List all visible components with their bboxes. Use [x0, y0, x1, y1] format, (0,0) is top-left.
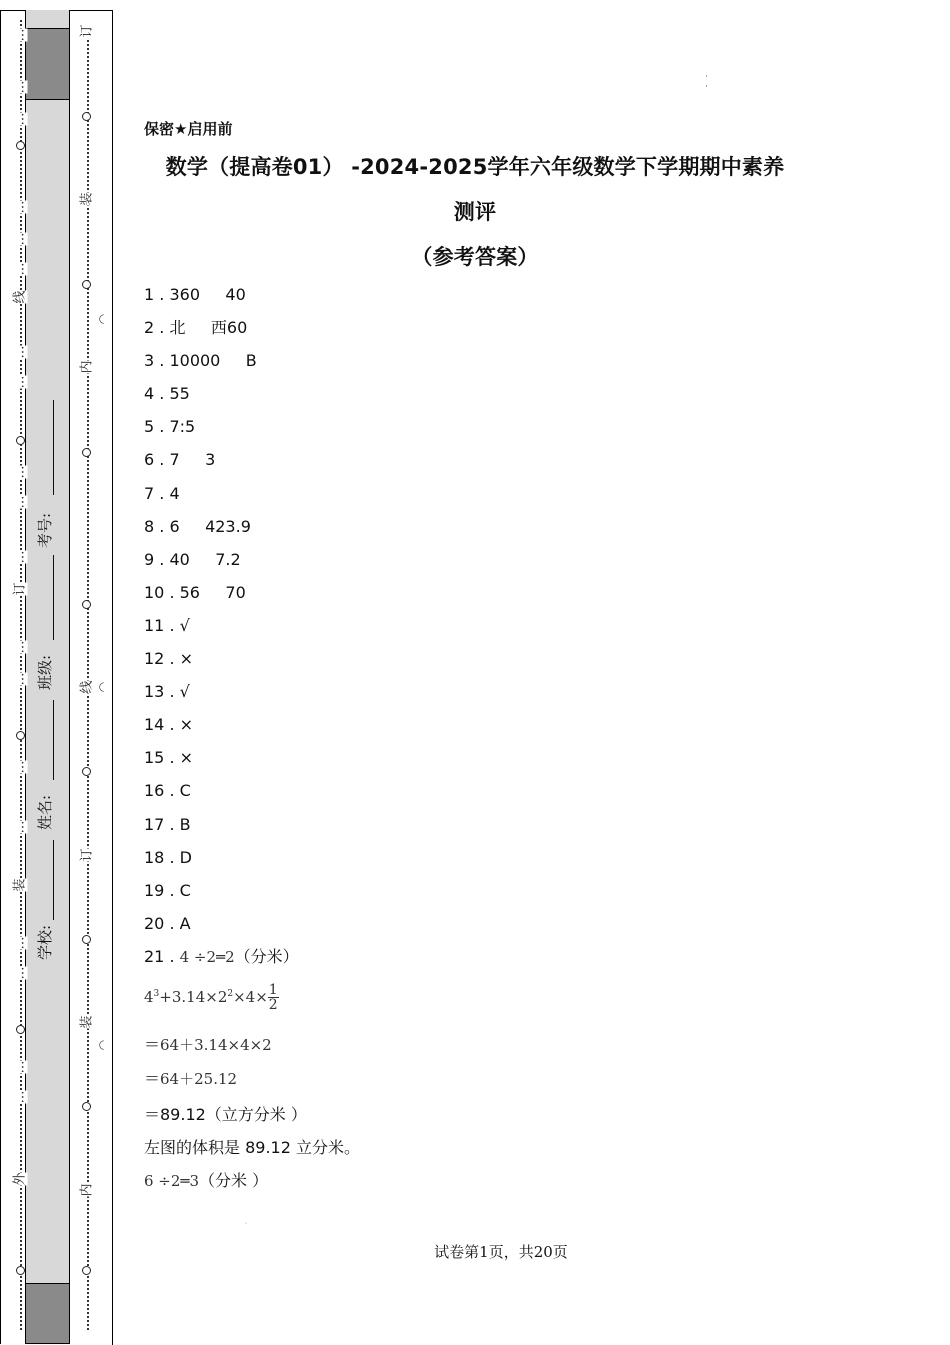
margin-mark: … — [12, 465, 28, 479]
answer-value: B — [179, 814, 191, 834]
answer-item: 15 . × — [144, 748, 194, 768]
q21-step2-unit: （分米 ） — [199, 1171, 269, 1190]
answer-value: × — [179, 715, 194, 735]
punch-circle — [82, 767, 91, 776]
punch-circle — [82, 280, 91, 289]
fraction-numerator: 1 — [268, 982, 278, 998]
answer-item: 20 . A — [144, 913, 191, 933]
margin-mark-line: 线 — [79, 680, 95, 694]
exam-no-label: 考号: — [36, 512, 54, 548]
margin-mark-inner: 内 — [79, 1183, 95, 1197]
margin-mark: … — [12, 1090, 28, 1104]
paper-subtitle: （参考答案） — [411, 245, 539, 269]
q21-conclusion: 左图的体积是 89.12 立分米。 — [144, 1138, 360, 1157]
school-label: 学校: — [36, 924, 54, 960]
answer-value: 7:5 — [169, 417, 196, 437]
margin-fragment: ◠ — [96, 1039, 111, 1051]
margin-mark-order: 订 — [79, 848, 95, 862]
answer-value: C — [179, 880, 191, 900]
answer-list — [144, 284, 257, 946]
answer-number: 11 — [144, 615, 165, 635]
answer-value: D — [179, 847, 192, 867]
margin-mark-inner: 内 — [79, 360, 95, 374]
answer-item: 7 . 4 — [144, 483, 180, 503]
punch-circle — [16, 1266, 25, 1275]
q21-volume-expr — [144, 983, 279, 1012]
answer-number: 4 — [144, 384, 155, 404]
answer-number: 20 — [144, 913, 165, 933]
margin-mark: … — [12, 936, 28, 950]
margin-mark: … — [12, 262, 28, 276]
confidential-label: 保密★启用前 — [144, 120, 233, 138]
answer-value: √ — [179, 682, 190, 702]
punch-circle — [82, 1266, 91, 1275]
answer-number: 17 — [144, 814, 165, 834]
answer-number: 5 — [144, 417, 155, 437]
answer-item: 5 . 7:5 — [144, 417, 196, 437]
name-label: 姓名: — [36, 794, 54, 830]
stray-dot-mark: ˙ ˙ — [704, 75, 709, 96]
margin-mark-bind: 装 — [79, 192, 95, 206]
punch-circle — [82, 935, 91, 944]
answer-number: 19 — [144, 880, 165, 900]
equals-sign: ＝ — [144, 1069, 161, 1088]
punch-circle — [82, 448, 91, 457]
punch-circle — [82, 600, 91, 609]
margin-mark: … — [12, 28, 28, 42]
class-line — [53, 555, 54, 640]
answer-value: 4 — [169, 483, 180, 503]
answer-value: 北 西60 — [169, 318, 248, 338]
answer-number: 12 — [144, 649, 165, 669]
page-footer: 试卷第1页，共20页 — [434, 1243, 568, 1261]
answer-number: 8 — [144, 516, 155, 536]
margin-mark: … — [12, 112, 28, 126]
answer-item: 10 . 56 70 — [144, 582, 246, 602]
school-line — [53, 840, 54, 920]
margin-mark-bind: 装 — [79, 1015, 95, 1029]
fraction-denominator: 2 — [268, 997, 278, 1013]
answer-item: 6 . 7 3 — [144, 450, 216, 470]
answer-value: A — [179, 913, 191, 933]
margin-mark-outer: 外 — [12, 1172, 28, 1186]
q21-line4: ＝89.12（立方分米 ） — [144, 1105, 307, 1124]
margin-mark: … — [12, 760, 28, 774]
answer-number: 1 — [144, 285, 155, 304]
answer-value: 40 7.2 — [169, 549, 241, 569]
paper-title-line2: 测评 — [453, 200, 497, 224]
margin-mark: … — [12, 495, 28, 509]
margin-mark-order: 订 — [12, 582, 28, 596]
margin-mark: … — [12, 80, 28, 94]
q21-line2 — [144, 1034, 272, 1056]
answer-number: 3 — [144, 351, 155, 371]
answer-number: 13 — [144, 682, 165, 702]
answer-number: 7 — [144, 483, 155, 503]
equals-sign: ＝ — [144, 1035, 161, 1054]
paper-title-line1: 数学（提高卷01） -2024-2025学年六年级数学下学期期中素养 — [165, 155, 785, 179]
answer-value: × — [179, 748, 194, 768]
margin-dark-block-top — [25, 28, 70, 100]
margin-dark-block-bottom — [25, 1283, 70, 1344]
fraction — [268, 983, 279, 1012]
answer-item: 1 . 360 40 — [144, 285, 246, 304]
margin-mark: … — [12, 345, 28, 359]
answer-item: 4 . 55 — [144, 384, 190, 404]
answer-number: 2 — [144, 318, 155, 338]
q21-step1-unit: （分米） — [234, 947, 299, 966]
q21-step2-expr: 6 ÷2═3 — [144, 1172, 199, 1190]
q21-step1-expr: 4 ÷2═2 — [179, 948, 235, 966]
margin-mark-bind: 装 — [12, 878, 28, 892]
margin-mark: … — [12, 550, 28, 564]
expr-exponent: 3 — [153, 989, 160, 999]
margin-mark: … — [12, 640, 28, 654]
q21-number: 21 — [144, 947, 165, 966]
answer-value: 56 70 — [179, 582, 246, 602]
answer-value: 7 3 — [169, 450, 216, 470]
punch-circle — [16, 1025, 25, 1034]
answer-item: 19 . C — [144, 880, 191, 900]
answer-number: 15 — [144, 748, 165, 768]
margin-mark: … — [12, 820, 28, 834]
answer-item: 9 . 40 7.2 — [144, 549, 241, 569]
answer-value: C — [179, 781, 191, 801]
punch-circle — [82, 112, 91, 121]
answer-value: 6 423.9 — [169, 516, 251, 536]
punch-circle — [82, 1102, 91, 1111]
stray-mark: ˙ — [244, 1222, 248, 1231]
q21-line3 — [144, 1068, 237, 1090]
margin-mark: … — [12, 966, 28, 980]
margin-mark: … — [12, 375, 28, 389]
answer-item: 13 . √ — [144, 682, 190, 702]
punch-circle — [16, 141, 25, 150]
answer-item: 8 . 6 423.9 — [144, 516, 251, 536]
expr-term: ×4× — [233, 988, 268, 1006]
answer-item: 11 . √ — [144, 615, 190, 635]
answer-number: 10 — [144, 582, 165, 602]
answer-number: 9 — [144, 549, 155, 569]
q21-step1: 21 . 4 ÷2═2（分米） — [144, 947, 299, 966]
class-label: 班级: — [36, 654, 54, 690]
answer-item: 2 . 北 西60 — [144, 318, 248, 338]
answer-item: 12 . × — [144, 649, 194, 669]
answer-number: 16 — [144, 781, 165, 801]
answer-item: 18 . D — [144, 847, 192, 867]
name-line — [53, 700, 54, 780]
exam-no-line — [53, 400, 54, 495]
answer-value: √ — [179, 615, 190, 635]
answer-value: × — [179, 649, 194, 669]
answer-value: 55 — [169, 384, 190, 404]
punch-circle — [16, 731, 25, 740]
q21-line2-expr: 64＋3.14×4×2 — [160, 1036, 272, 1054]
answer-item: 17 . B — [144, 814, 191, 834]
answer-item: 3 . 10000 B — [144, 351, 257, 371]
answer-number: 18 — [144, 847, 165, 867]
margin-fragment: ◠ — [96, 681, 111, 693]
q21-step2 — [144, 1170, 268, 1192]
answer-number: 14 — [144, 715, 165, 735]
margin-mark: … — [12, 200, 28, 214]
margin-mark: … — [12, 1060, 28, 1074]
margin-mark: … — [12, 672, 28, 686]
answer-value: 360 40 — [169, 285, 246, 304]
expr-exponent: 2 — [227, 989, 234, 999]
margin-mark-line: 线 — [12, 290, 28, 304]
expr-base: 4 — [144, 988, 154, 1006]
answer-item: 14 . × — [144, 715, 194, 735]
punch-circle — [16, 436, 25, 445]
answer-value: 10000 B — [169, 351, 257, 371]
margin-mark: … — [12, 232, 28, 246]
expr-term: +3.14×2 — [159, 988, 228, 1006]
answer-item: 16 . C — [144, 781, 191, 801]
q21-line3-expr: 64＋25.12 — [160, 1070, 238, 1088]
margin-fragment: ◠ — [96, 313, 111, 325]
margin-mark-order: 订 — [79, 24, 95, 38]
answer-number: 6 — [144, 450, 155, 470]
